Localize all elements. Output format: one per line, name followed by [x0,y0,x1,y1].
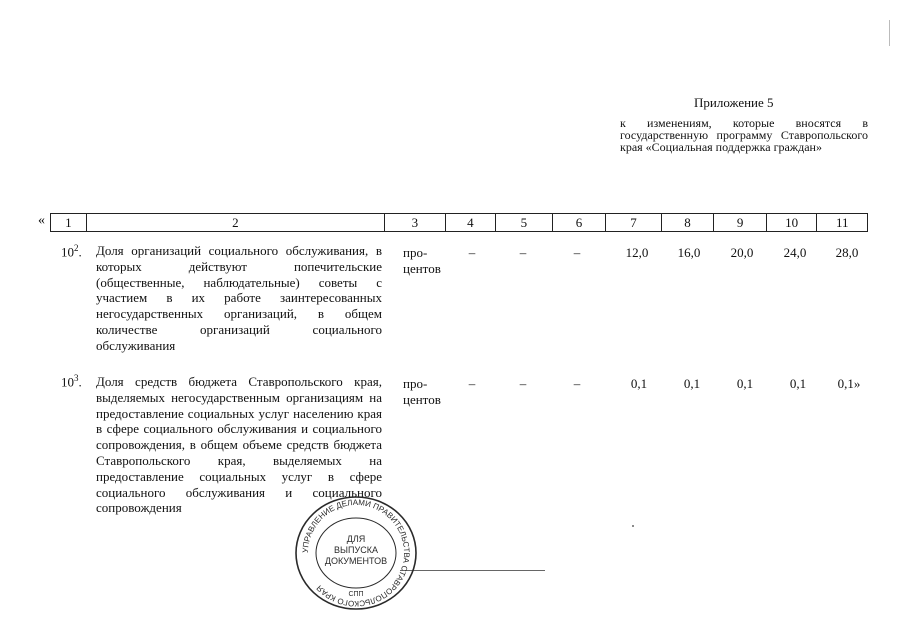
unit-line: центов [403,391,441,407]
header-col-3: 3 [384,214,444,231]
table-header-row [50,213,868,232]
cell-col-6: – [573,245,581,260]
header-col-8: 8 [661,214,714,231]
cell-col-7: 12,0 [625,245,649,260]
cell-col-9: 20,0 [730,245,754,260]
stamp-line-2: ВЫПУСКА [334,545,378,555]
unit-line: центов [403,260,441,276]
stamp-outer-text-path: УПРАВЛЕНИЕ ДЕЛАМИ ПРАВИТЕЛЬСТВА СТАВРОПОЛЬСКОГО КРАЯ [300,497,412,609]
cell-col-5: – [519,245,527,260]
page-edge-mark [889,20,890,46]
cell-col-8: 16,0 [677,245,701,260]
cell-col-10: 24,0 [783,245,807,260]
cell-col-7: 0,1 [630,376,648,391]
header-col-5: 5 [495,214,552,231]
cell-col-4: – [468,245,476,260]
header-col-4: 4 [445,214,496,231]
row-number: $10^2$. [61,243,82,260]
row-number-main: 10 [61,374,74,390]
header-col-6: 6 [552,214,606,231]
indicator-name: Доля организаций социального обслуживания, в которых действуют попечительские (общественные, наблюдательные) советы с участием в их работе заинтересованных негосударственных организаций, в общем количестве организаций социального обслуживания [96,243,382,353]
header-col-9: 9 [713,214,766,231]
unit-line: про- [403,245,428,260]
header-col-10: 10 [766,214,817,231]
cell-col-5: – [519,376,527,391]
header-col-11: 11 [816,214,867,231]
stamp-line-3: ДОКУМЕНТОВ [324,556,388,566]
indicator-name: Доля средств бюджета Ставропольского края, выделяемых негосударственным организациям на предоставление социальных услуг населению края в сфере социального обслуживания и социального сопровождения, в общем объеме средств бюджета Ставропольского края, выделяемых на предоставление социальных услуг в сфере социального обслуживания и социального сопровождения [96,374,382,516]
cell-col-9: 0,1 [736,376,754,391]
cell-col-10: 0,1 [789,376,807,391]
scan-speck [632,525,634,527]
indicator-unit [403,376,441,408]
appendix-title: Приложение 5 [694,95,774,110]
header-col-1: 1 [65,215,72,230]
row-number-superscript: 2 [74,243,79,253]
row-number-superscript: 3 [74,373,79,383]
cell-col-6: – [573,376,581,391]
signature-line [400,570,545,571]
cell-col-11: 28,0 [835,245,859,260]
cell-col-8: 0,1 [683,376,701,391]
cell-col-4: – [468,376,476,391]
stamp-line-1: ДЛЯ [346,534,366,544]
indicator-unit [403,245,441,277]
row-number-main: 10 [61,244,74,260]
row-number: $10^3$. [61,373,82,390]
stamp-bottom-text: СПП [348,591,364,598]
opening-quote: « [38,213,45,228]
appendix-subtitle: к изменениям, которые вносятся в государственную программу Ставропольского края «Социальная поддержка граждан» [620,116,868,154]
official-stamp [293,494,419,612]
header-col-7: 7 [605,214,661,231]
unit-line: про- [403,376,428,391]
header-col-2: 2 [86,214,384,231]
cell-col-11: 0,1» [837,376,861,391]
